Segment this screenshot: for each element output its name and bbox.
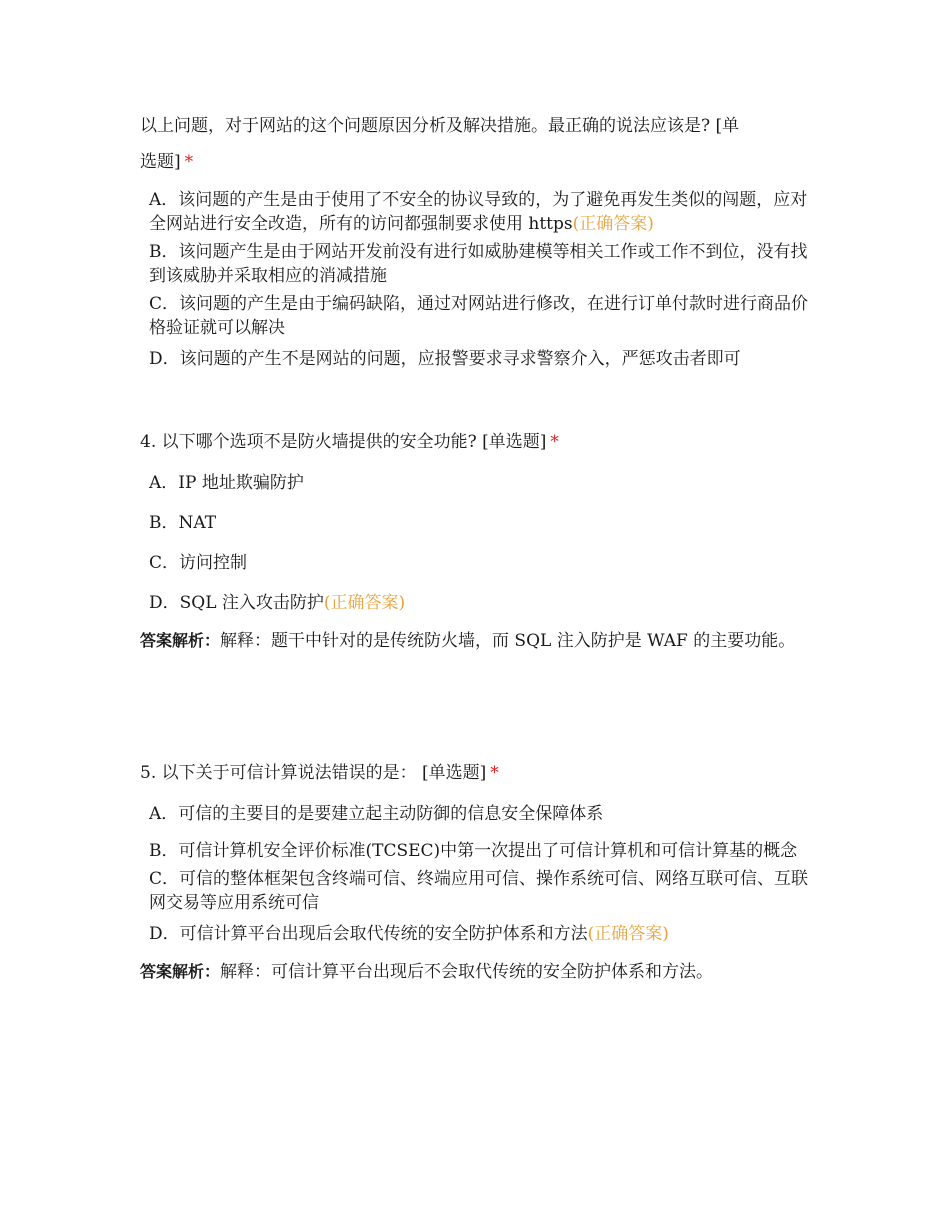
- question-4-options: [140, 468, 815, 618]
- question-3: [140, 108, 815, 384]
- option-d[interactable]: D．该问题的产生不是网站的问题，应报警要求寻求警察介入，严惩攻击者即可: [149, 349, 741, 369]
- question-4: [140, 424, 815, 654]
- correct-answer-label: (正确答案): [572, 214, 654, 234]
- correct-answer-label: (正确答案): [323, 593, 406, 613]
- analysis-text: 解释：可信计算平台出现后不会取代传统的安全防护体系和方法。: [220, 962, 714, 982]
- question-3-options: [140, 188, 815, 374]
- required-mark: *: [184, 152, 194, 172]
- option-b[interactable]: B．NAT: [149, 513, 217, 533]
- required-mark: *: [490, 763, 499, 783]
- option-a[interactable]: A．该问题的产生是由于使用了不安全的协议导致的，为了避免再发生类似的闯题，应对全网站进行安全改造，所有的访问都强制要求使用 https(正确答案): [149, 190, 808, 234]
- option-d[interactable]: D．SQL 注入攻击防护(正确答案): [149, 593, 406, 613]
- answer-analysis: [140, 959, 815, 985]
- question-3-title-line2: 选题]: [140, 152, 181, 172]
- analysis-text: 解释：题干中针对的是传统防火墙，而 SQL 注入防护是 WAF 的主要功能。: [220, 631, 796, 651]
- question-5-options: [140, 799, 815, 949]
- required-mark: *: [550, 432, 559, 452]
- option-b[interactable]: B．该问题产生是由于网站开发前没有进行如威胁建模等相关工作或工作不到位，没有找到该威胁并采取相应的消减措施: [149, 242, 808, 286]
- analysis-label: 答案解析：: [140, 631, 221, 650]
- option-a[interactable]: A．IP 地址欺骗防护: [149, 473, 304, 493]
- analysis-label: 答案解析：: [140, 962, 221, 981]
- option-b[interactable]: B．可信计算机安全评价标准(TCSEC)中第一次提出了可信计算机和可信计算基的概念: [149, 841, 798, 861]
- option-c[interactable]: C．可信的整体框架包含终端可信、终端应用可信、操作系统可信、网络互联可信、互联网交易等应用系统可信: [149, 869, 809, 913]
- option-c[interactable]: C．访问控制: [149, 553, 248, 573]
- option-d[interactable]: D．可信计算平台出现后会取代传统的安全防护体系和方法(正确答案): [149, 924, 669, 944]
- question-3-title: [140, 108, 815, 180]
- question-4-title: 4. 以下哪个选项不是防火墙提供的安全功能? [单选题] *: [140, 432, 559, 452]
- question-3-title-line1: 以上问题，对于网站的这个问题原因分析及解决措施。最正确的说法应该是? [单: [140, 116, 740, 136]
- option-a[interactable]: A．可信的主要目的是要建立起主动防御的信息安全保障体系: [149, 804, 604, 824]
- question-5-title: 5. 以下关于可信计算说法错误的是： [单选题] *: [140, 763, 499, 783]
- question-5: [140, 755, 815, 985]
- answer-analysis: [140, 628, 815, 654]
- option-c[interactable]: C．该问题的产生是由于编码缺陷，通过对网站进行修改，在进行订单付款时进行商品价格验证就可以解决: [149, 294, 809, 338]
- correct-answer-label: (正确答案): [587, 924, 669, 944]
